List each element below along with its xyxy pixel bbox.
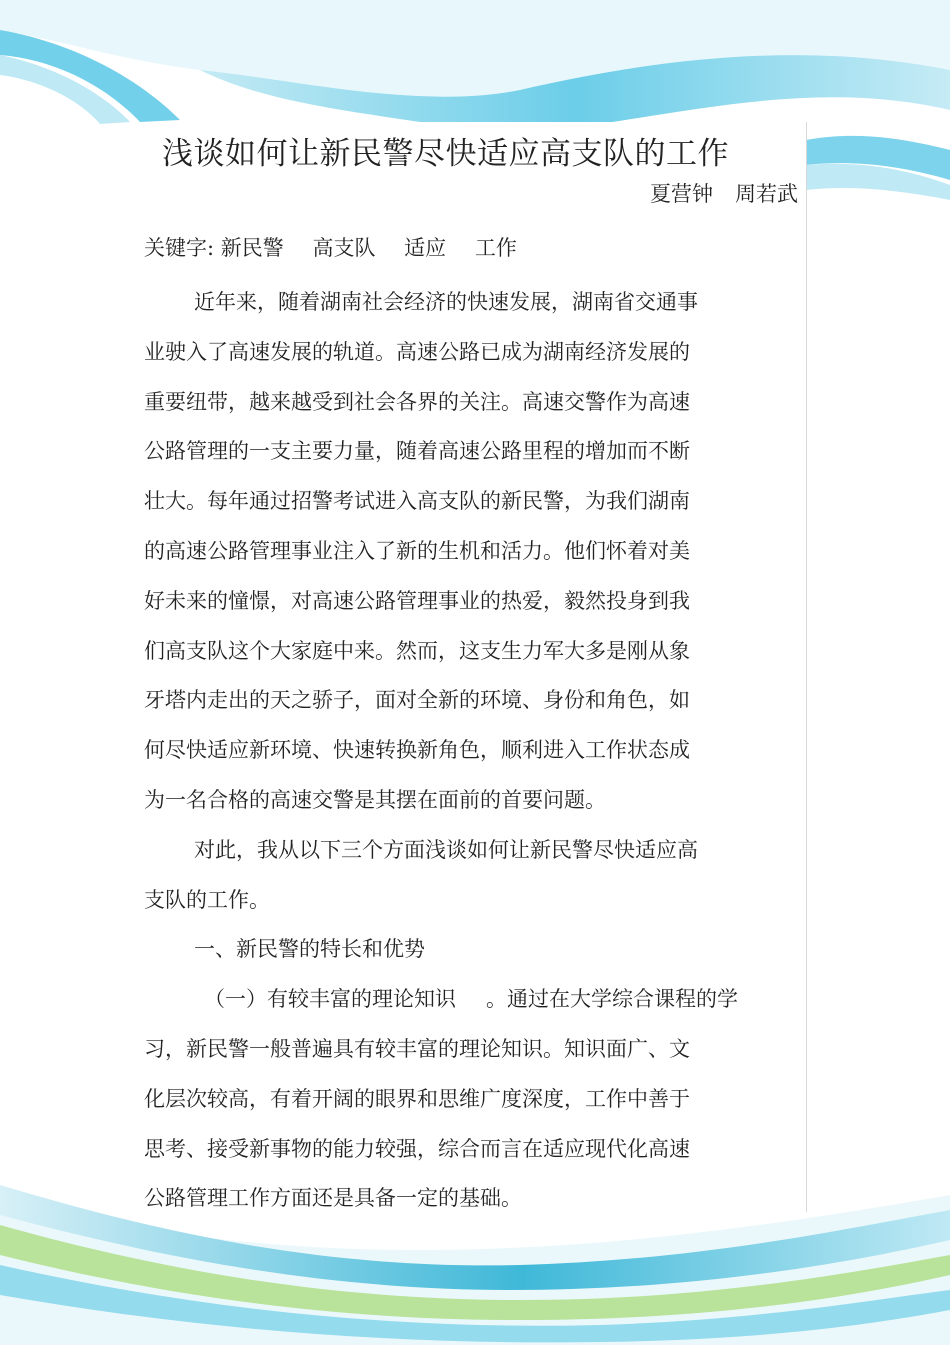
paragraph-line: 支队的工作。 xyxy=(144,887,270,912)
paragraph-line: 对此，我从以下三个方面浅谈如何让新民警尽快适应高 xyxy=(194,837,698,862)
document-page xyxy=(142,122,807,1212)
keyword: 工作 xyxy=(474,236,517,260)
paragraph-line: 公路管理工作方面还是具备一定的基础。 xyxy=(144,1186,522,1211)
paragraph-line: 的高速公路管理事业注入了新的生机和活力。他们怀着对美 xyxy=(144,538,690,563)
author-name: 夏营钟 xyxy=(650,182,713,206)
paragraph-line: 好未来的憧憬，对高速公路管理事业的热爱，毅然投身到我 xyxy=(144,588,690,613)
subsection-heading: （一）有较丰富的理论知识 xyxy=(204,987,456,1012)
keywords-label: 关键字: xyxy=(144,236,215,260)
authors-line xyxy=(650,178,798,208)
document-title: 浅谈如何让新民警尽快适应高支队的工作 xyxy=(162,136,729,172)
keyword: 适应 xyxy=(404,236,447,260)
paragraph-line: 何尽快适应新环境、快速转换新角色，顺利进入工作状态成 xyxy=(144,738,690,763)
paragraph-line: 为一名合格的高速交警是其摆在面前的首要问题。 xyxy=(144,787,606,812)
keyword: 新民警 xyxy=(220,236,284,260)
paragraph-line: 重要纽带，越来越受到社会各界的关注。高速交警作为高速 xyxy=(144,389,690,414)
document-body xyxy=(144,278,784,1224)
section-heading: 一、新民警的特长和优势 xyxy=(194,937,425,962)
paragraph-line: 公路管理的一支主要力量，随着高速公路里程的增加而不断 xyxy=(144,439,690,464)
paragraph-line: 化层次较高，有着开阔的眼界和思维广度深度，工作中善于 xyxy=(144,1086,690,1111)
paragraph-line: 业驶入了高速发展的轨道。高速公路已成为湖南经济发展的 xyxy=(144,339,690,364)
paragraph-line: 牙塔内走出的天之骄子，面对全新的环境、身份和角色，如 xyxy=(144,688,690,713)
paragraph-line: 们高支队这个大家庭中来。然而，这支生力军大多是刚从象 xyxy=(144,638,690,663)
paragraph-line: 壮大。每年通过招警考试进入高支队的新民警，为我们湖南 xyxy=(144,489,690,514)
subsection-text: 。通过在大学综合课程的学 xyxy=(486,987,738,1012)
author-name: 周若武 xyxy=(735,182,798,206)
paragraph-line: 思考、接受新事物的能力较强，综合而言在适应现代化高速 xyxy=(144,1136,690,1161)
paragraph-line: 习，新民警一般普遍具有较丰富的理论知识。知识面广、文 xyxy=(144,1036,690,1061)
subsection-line xyxy=(144,975,784,1025)
keywords-line xyxy=(144,232,539,262)
paragraph-line: 近年来，随着湖南社会经济的快速发展，湖南省交通事 xyxy=(194,290,698,314)
keyword: 高支队 xyxy=(312,236,376,260)
